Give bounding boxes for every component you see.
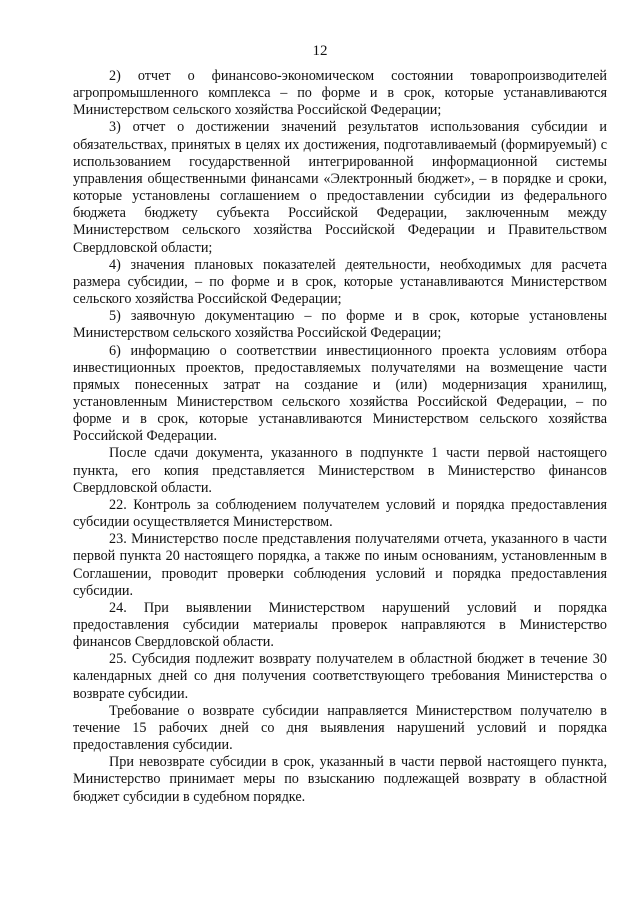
paragraph-document-copy: После сдачи документа, указанного в подпункте 1 части первой настоящего пункта, его копия представляется Министерством в Министерство финансов Свердловской области.	[73, 445, 607, 496]
paragraph-item-23: 23. Министерство после представления получателями отчета, указанного в части первой пункта 20 настоящего порядка, а также по иным основаниям, установленным в Соглашении, проводит проверки соблюдения условий и порядка предоставления субсидии.	[73, 531, 607, 599]
document-body	[73, 68, 607, 806]
paragraph-report-financial-state: 2) отчет о финансово-экономическом состоянии товаропроизводителей агропромышленного комплекса – по форме и в срок, которые устанавливаются Министерством сельского хозяйства Российской Федерации;	[73, 68, 607, 119]
paragraph-report-results: 3) отчет о достижении значений результатов использования субсидии и обязательствах, принятых в целях их достижения, подготавливаемый (формируемый) с использованием государственной интегрированной информационной системы управления общественными финансами «Электронный бюджет», – в порядке и сроки, которые установлены соглашением о предоставлении субсидии из федерального бюджета бюджету субъекта Российской Федерации, заключенным между Министерством сельского хозяйства Российской Федерации и Правительством Свердловской области;	[73, 119, 607, 256]
paragraph-return-demand: Требование о возврате субсидии направляется Министерством получателю в течение 15 рабочих дней со дня выявления нарушений условий и порядка предоставления субсидии.	[73, 702, 607, 754]
paragraph-planned-indicators: 4) значения плановых показателей деятельности, необходимых для расчета размера субсидии, – по форме и в срок, которые устанавливаются Министерством сельского хозяйства Российской Федерации;	[73, 256, 607, 308]
page-number: 12	[312, 43, 328, 59]
paragraph-item-24: 24. При выявлении Министерством нарушений условий и порядка предоставления субсидии материалы проверок направляются в Министерство финансов Свердловской области.	[73, 599, 607, 651]
paragraph-investment-project-info: 6) информацию о соответствии инвестиционного проекта условиям отбора инвестиционных проектов, предоставляемых получателями на возмещение части прямых понесенных затрат на создание и (или) модернизация хранилищ, установленным Министерством сельского хозяйства Российской Федерации, – по форме и в срок, которые устанавливаются Министерством сельского хозяйства Российской Федерации.	[73, 342, 607, 445]
paragraph-non-return: При невозврате субсидии в срок, указанный в части первой настоящего пункта, Министерство принимает меры по взысканию подлежащей возврату в областной бюджет субсидии в судебном порядке.	[73, 754, 607, 805]
paragraph-item-25: 25. Субсидия подлежит возврату получателем в областной бюджет в течение 30 календарных дней со дня получения соответствующего требования Министерства о возврате субсидии.	[73, 651, 607, 702]
paragraph-item-22: 22. Контроль за соблюдением получателем условий и порядка предоставления субсидии осуществляется Министерством.	[73, 496, 607, 531]
paragraph-application-docs: 5) заявочную документацию – по форме и в срок, которые установлены Министерством сельского хозяйства Российской Федерации;	[73, 308, 607, 342]
